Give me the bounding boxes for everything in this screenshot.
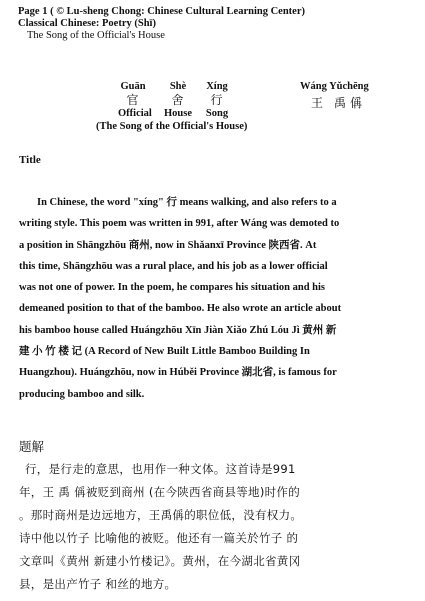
paragraph-line: In Chinese, the word "xíng" 行 means walking, and also refers to a — [37, 197, 337, 208]
page-header-line: Page 1 ( © Lu-sheng Chong: Chinese Cultural Learning Center) — [18, 6, 305, 17]
english-gloss: Song — [205, 108, 229, 119]
author-pinyin: Wáng Yǔchēng — [300, 81, 369, 92]
section-title: Title — [19, 154, 41, 166]
page-subheader: Classical Chinese: Poetry (Shī) — [18, 18, 156, 29]
hanzi-character: 舍 — [171, 93, 185, 107]
pinyin-word: Xíng — [206, 81, 228, 92]
chinese-paragraph — [19, 458, 414, 596]
chinese-line: 诗中他以竹子 比喻他的被贬。他还有一篇关於竹子 的 — [19, 531, 299, 545]
english-paragraph — [19, 192, 414, 405]
paragraph-line: a position in Shāngzhōu 商州, now in Shǎanxī Province 陕西省. At — [19, 239, 317, 251]
paragraph-line: this time, Shāngzhōu was a rural place, and his job as a lower official — [19, 260, 328, 272]
paragraph-line: 建 小 竹 楼 记 (A Record of New Built Little Bamboo Building In — [19, 346, 310, 358]
paragraph-line: producing bamboo and silk. — [19, 388, 145, 400]
paragraph-line: Huangzhou). Huángzhōu, now in Húběi Province 湖北省, is famous for — [19, 367, 337, 379]
title-translation: (The Song of the Official's House) — [96, 121, 248, 132]
chinese-line: 。那时商州是边远地方，王禹偁的职位低，没有权力。 — [19, 508, 303, 522]
pinyin-word: Guān — [120, 81, 146, 92]
chinese-line: 文章叫《黄州 新建小竹楼记》。黄州，在今湖北省黄冈 — [19, 554, 301, 568]
english-gloss: House — [163, 108, 192, 119]
english-gloss: Official — [118, 108, 152, 119]
chinese-line: 年，王 禹 偁被贬到商州 (在今陕西省商县等地)时作的 — [19, 485, 301, 499]
hanzi-character: 官 — [126, 93, 140, 107]
paragraph-line: writing style. This poem was written in 991, after Wáng was demoted to — [19, 218, 340, 230]
hanzi-character: 行 — [210, 93, 224, 107]
chinese-line: 行，是行走的意思，也用作一种文体。这首诗是991 — [25, 462, 296, 476]
chinese-section-title: 题解 — [19, 439, 45, 454]
paragraph-line: his bamboo house called Huángzhōu Xīn Jiàn Xiǎo Zhú Lóu Jì 黄州 新 — [19, 324, 337, 336]
paragraph-line: was not one of power. In the poem, he compares his situation and his — [19, 282, 325, 294]
author-hanzi: 王 禹偁 — [311, 96, 367, 110]
chinese-line: 县，是出产竹子 和丝的地方。 — [19, 577, 177, 591]
poem-title-heading: The Song of the Official's House — [27, 30, 165, 41]
pinyin-word: Shè — [169, 81, 187, 92]
paragraph-line: demeaned position to that of the bamboo. He also wrote an article about — [19, 303, 342, 315]
